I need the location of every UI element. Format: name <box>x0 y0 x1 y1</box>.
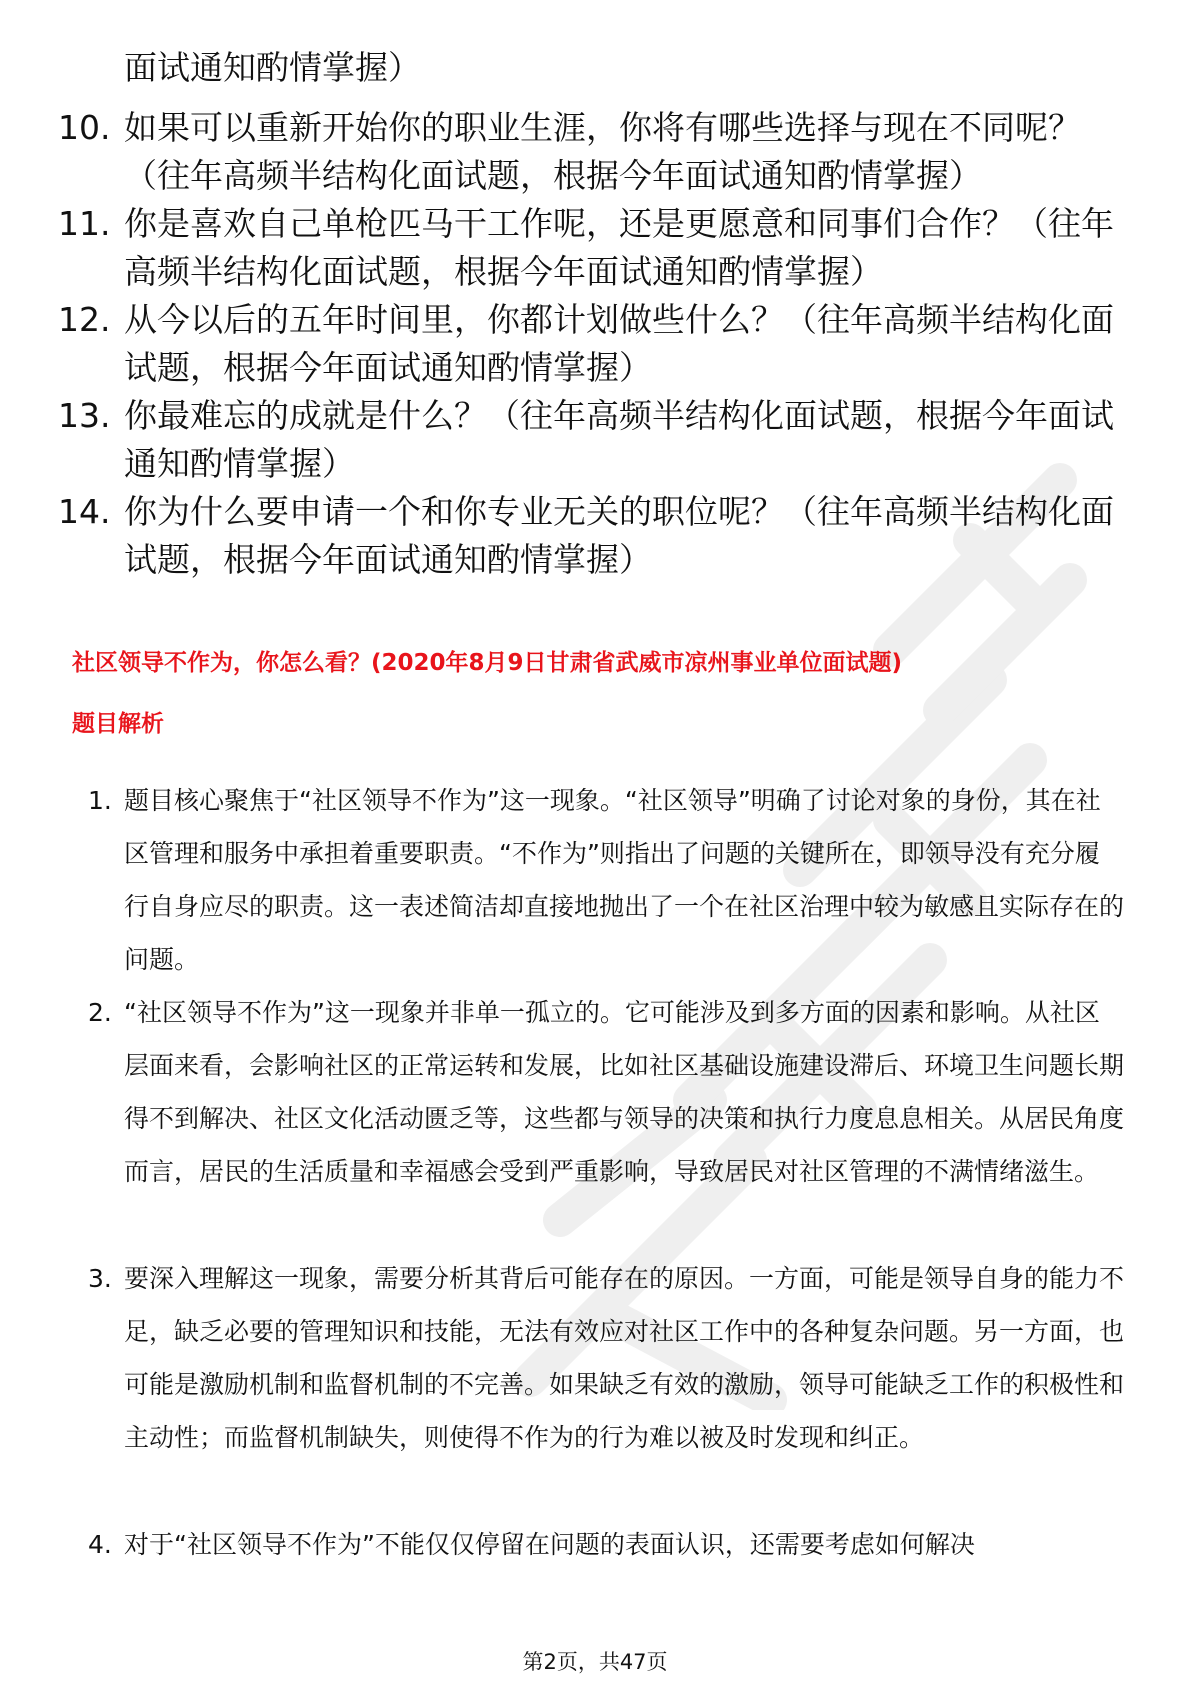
item-text: 要深入理解这一现象，需要分析其背后可能存在的原因。一方面，可能是领导自身的能力不足，缺乏必要的管理知识和技能，无法有效应对社区工作中的各种复杂问题。另一方面，也可能是激励机制和监督机制的不完善。如果缺乏有效的激励，领导可能缺乏工作的积极性和主动性；而监督机制缺失，则使得不作为的行为难以被及时发现和纠正。 <box>124 1264 1125 1452</box>
list-item <box>88 1252 1128 1464</box>
item-text: 对于“社区领导不作为”不能仅仅停留在问题的表面认识，还需要考虑如何解决 <box>124 1530 975 1559</box>
item-text: 你是喜欢自己单枪匹马干工作呢，还是更愿意和同事们合作？（往年高频半结构化面试题，根据今年面试通知酌情掌握） <box>124 204 1114 291</box>
item-number: 12. <box>58 300 111 339</box>
item-text: 题目核心聚焦于“社区领导不作为”这一现象。“社区领导”明确了讨论对象的身份，其在社区管理和服务中承担着重要职责。“不作为”则指出了问题的关键所在，即领导没有充分履行自身应尽的职责。这一表述简洁却直接地抛出了一个在社区治理中较为敏感且实际存在的问题。 <box>124 786 1125 974</box>
page-number: 第2页，共47页 <box>522 1650 668 1674</box>
list-item <box>88 774 1128 986</box>
list-item <box>58 296 1138 392</box>
item-number: 14. <box>58 492 111 531</box>
question-continuation: 面试通知酌情掌握） <box>124 48 421 87</box>
list-item <box>58 488 1138 584</box>
list-item <box>88 1518 1128 1571</box>
item-number: 1. <box>88 786 112 815</box>
item-number: 3. <box>88 1264 112 1293</box>
item-text: 你为什么要申请一个和你专业无关的职位呢？（往年高频半结构化面试题，根据今年面试通知酌情掌握） <box>124 492 1114 579</box>
item-number: 13. <box>58 396 111 435</box>
section-subtitle: 题目解析 <box>72 711 164 737</box>
item-number: 2. <box>88 998 112 1027</box>
item-text: 你最难忘的成就是什么？（往年高频半结构化面试题，根据今年面试通知酌情掌握） <box>124 396 1114 483</box>
list-item <box>58 104 1138 200</box>
section-title: 社区领导不作为，你怎么看？(2020年8月9日甘肃省武威市凉州事业单位面试题) <box>72 650 903 676</box>
item-text: “社区领导不作为”这一现象并非单一孤立的。它可能涉及到多方面的因素和影响。从社区层面来看，会影响社区的正常运转和发展，比如社区基础设施建设滞后、环境卫生问题长期得不到解决、社区文化活动匮乏等，这些都与领导的决策和执行力度息息相关。从居民角度而言，居民的生活质量和幸福感会受到严重影响，导致居民对社区管理的不满情绪滋生。 <box>124 998 1125 1186</box>
list-item <box>88 986 1128 1198</box>
item-number: 4. <box>88 1530 112 1559</box>
list-item <box>58 392 1138 488</box>
item-number: 11. <box>58 204 111 243</box>
item-text: 从今以后的五年时间里，你都计划做些什么？（往年高频半结构化面试题，根据今年面试通知酌情掌握） <box>124 300 1114 387</box>
list-item <box>58 200 1138 296</box>
item-number: 10. <box>58 108 111 147</box>
item-text: 如果可以重新开始你的职业生涯，你将有哪些选择与现在不同呢？（往年高频半结构化面试题，根据今年面试通知酌情掌握） <box>124 108 1081 195</box>
